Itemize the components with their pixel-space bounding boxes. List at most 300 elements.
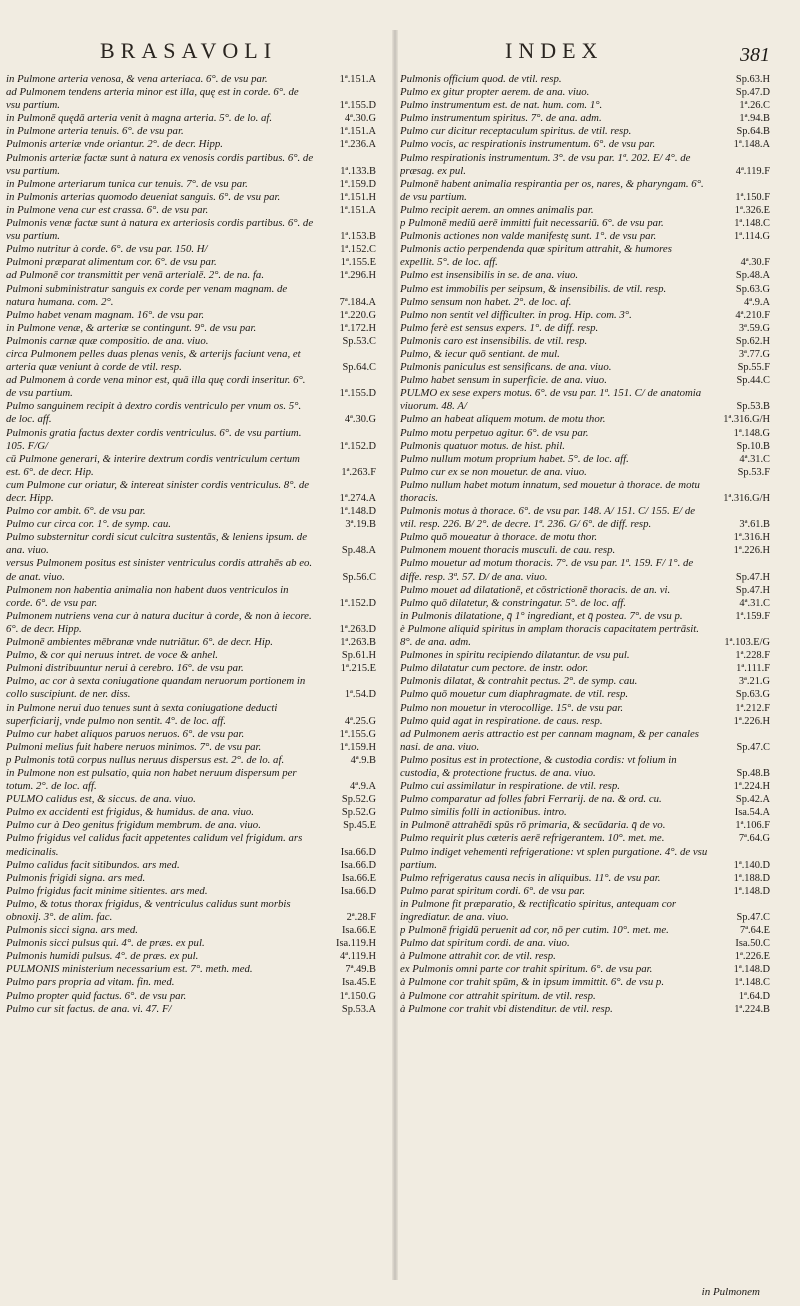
index-entry [6,636,376,649]
index-entry [400,819,770,832]
index-entry-text: Pulmo, & totus thorax frigidus, & ventriculus calidus sunt morbis obnoxij. 3°. de alim. fac. [6,897,291,923]
index-entry-text: Pulmonem non habentia animalia non habent duos ventriculos in corde. 6°. de vsu par. [6,583,289,609]
index-entry [6,649,376,662]
index-entry-reference: 7ª.184.A [339,296,376,308]
index-entry [400,73,770,86]
index-entry [6,1003,376,1016]
index-entry-reference: Sp.44.C [736,375,770,387]
index-entry-reference: 1ª.236.A [339,139,376,151]
index-entry-text: Pulmo ex accidenti est frigidus, & humidus. de ana. viuo. [6,806,254,819]
index-entry-reference: Sp.47.D [735,87,770,99]
index-entry-text: Pulmonis arteriæ vnde oriantur. 2°. de decr. Hipp. [6,138,223,151]
index-entry-text: Pulmonis dilatat, & contrahit pectus. 2°. de symp. cau. [400,675,638,688]
index-entry-text: Pulmo quid agat in respiratione. de caus. resp. [400,714,603,727]
index-entry-reference: 1ª.263.F [341,466,376,478]
index-entry-text: è Pulmone aliquid spiritus in amplam thoracis capacitatem pertrāsit. 8°. de ana. adm. [400,622,699,649]
index-entry [6,557,376,583]
index-entry-reference: 1ª.316.H [733,532,770,544]
index-entry-reference: 1ª.151.H [339,191,376,203]
index-entry-reference: Isa.54.A [734,807,770,819]
index-entry [6,832,376,858]
index-entry-text: Pulmonem nutriens vena cur à natura ducitur à corde, & non à iecore. 6°. de decr. Hipp. [6,609,312,635]
index-entry [400,872,770,885]
index-entry [400,125,770,138]
index-entry-reference: 1ª.148.G [733,427,770,439]
index-entry-reference: Isa.45.E [341,977,376,989]
index-entry-text: Pulmo instrumentum spiritus. 7°. de ana. adm. [400,112,602,125]
index-entry-text: Pulmo, & cor qui neruus intret. de voce & anhel. [6,649,218,662]
index-entry-text: Pulmo parat spiritum cordi. 6°. de vsu par. [400,884,586,897]
index-entry-text: Pulmo quō moueatur à thorace. de motu thor. [400,531,598,544]
index-entry-reference: Isa.66.D [340,859,376,871]
index-entry [400,230,770,243]
index-entry-text: Pulmo vocis, ac respirationis instrumentum. 6°. de vsu par. [400,138,656,151]
index-entry-text: in Pulmone nerui duo tenues sunt à sexta coniugatione deducti superficiarij, vnde pulmo non sentit. 4°. de loc. aff. [6,701,278,727]
index-entry [6,335,376,348]
index-entry-text: Pulmonis frigidi signa. ars med. [6,871,146,884]
index-entry [400,924,770,937]
index-entry [6,859,376,872]
index-entry-reference: 7ª.64.E [740,925,770,937]
index-entry [400,898,770,924]
index-entry [400,557,770,583]
index-entry-text: Pulmonis venæ factæ sunt à natura ex arteriosis cordis partibus. 6°. de vsu partium. [6,217,314,243]
index-entry [400,152,770,178]
index-entry [6,885,376,898]
index-entry-reference: 7ª.49.B [345,964,376,976]
page-number: 381 [740,44,770,66]
index-entry [6,702,376,728]
index-entry-text: in Pulmone arteriarum tunica cur tenuis. 7°. de vsu par. [6,177,248,190]
index-entry-reference: Isa.66.E [341,925,376,937]
index-entry [6,806,376,819]
index-entry-text: Pulmo dilatatur cum pectore. de instr. odor. [400,662,589,675]
index-entry-text: Pulmo mouet ad dilatationē, et cōstrictionē thoracis. de an. vi. [400,583,671,596]
index-entry [400,466,770,479]
index-entry-text: Pulmo refrigeratus causa necis in aliquibus. 11°. de vsu par. [400,871,661,884]
index-entry-text: ad Pulmonem aeris attractio est per cannam magnam, & per canales nasi. de ana. viuo. [400,727,699,753]
index-entry-text: Pulmonis actio perpendenda quæ spiritum attrahit, & humores expellit. 5°. de loc. aff. [400,243,672,269]
index-entry-reference: 1ª.152.C [340,244,376,256]
index-entry [400,544,770,557]
index-entry [400,1003,770,1016]
index-entry [6,191,376,204]
index-entry [6,374,376,400]
index-entry-text: in Pulmone arteria venosa, & vena arteriaca. 6°. de vsu par. [6,73,268,85]
index-entry-reference: 1ª.188.D [733,872,770,884]
index-entry [400,217,770,230]
index-entry-text: Pulmonis carnæ quæ compositio. de ana. viuo. [6,334,209,347]
index-entry-text: Pulmoni subministratur sanguis ex corde per venam magnam. de natura humana. com. 2°. [6,282,288,308]
index-entry-reference: 4ª.30.F [740,257,770,269]
index-entry-text: Pulmo cur ex se non mouetur. de ana. viuo. [400,465,587,478]
index-entry-reference: 1ª.150.F [735,191,770,203]
index-entry-text: Pulmo similis folli in actionibus. intro. [400,806,567,819]
index-entry-reference: Sp.48.A [735,270,770,282]
index-entry-reference: 1ª.215.E [340,663,376,675]
index-entry [400,361,770,374]
page-gutter [392,30,398,1280]
index-entry-text: p Pulmonē mediū aerē immitti fuit necessariū. 6°. de vsu par. [400,217,664,230]
index-entry-reference: 1ª.103.E/G [724,637,770,649]
index-entry [6,898,376,924]
index-entry-text: in Pulmone arteria tenuis. 6°. de vsu par. [6,125,184,138]
index-entry [400,283,770,296]
index-entry-reference: 1ª.155.E [340,257,376,269]
index-entry [400,531,770,544]
index-entry [6,427,376,453]
index-entry-text: à Pulmone cor attrahit spiritum. de vtil. resp. [400,989,596,1002]
index-entry-text: Pulmo positus est in protectione, & custodia cordis: vt folium in custodia, & protectione fructus. de ana. viuo. [400,753,677,779]
index-entry-reference: Isa.66.D [340,846,376,858]
index-entry-reference: 1ª.155.D [339,388,376,400]
index-entry [6,741,376,754]
index-entry [6,819,376,832]
index-entry-text: Pulmo an habeat aliquem motum. de motu thor. [400,413,606,426]
index-entry [400,322,770,335]
index-entry-text: Pulmo non sentit vel difficulter. in prog. Hip. com. 3°. [400,308,632,321]
index-entry-text: Pulmo sanguinem recipit à dextro cordis ventriculo per vnum os. 5°. de loc. aff. [6,400,302,426]
index-entry-text: Pulmo mouetur ad motum thoracis. 7°. de vsu par. 1ª. 159. F/ 1°. de diffe. resp. 3ª. 57. D/ de ana. viuo. [400,557,694,583]
index-entry-text: Pulmo cur habet aliquos paruos neruos. 6°. de vsu par. [6,727,245,740]
index-entry-text: in Pulmone fit præparatio, & rectificatio spiritus, antequam cor ingrediatur. de ana. viuo. [400,897,677,923]
index-entry-reference: 1ª.155.G [339,728,376,740]
index-entry [400,138,770,151]
index-entry [400,963,770,976]
index-entry-text: in Pulmonē quędā arteria venit à magna arteria. 5°. de lo. af. [6,112,273,125]
index-entry-text: in Pulmonis dilatatione, q̄ 1° ingrediant, et q̄ postea. 7°. de vsu p. [400,609,683,622]
index-entry [400,728,770,754]
index-entry-reference: Sp.55.F [737,362,770,374]
index-entry-text: Pulmo non mouetur in vterocollige. 15°. de vsu par. [400,701,624,714]
index-entry-reference: 1ª.148.D [733,885,770,897]
index-entry-reference: Sp.53.C [342,335,376,347]
index-entry-text: Pulmonis officium quod. de vtil. resp. [400,73,562,85]
index-entry-text: Pulmones in spiritu recipiendo dilatantur. de vsu pul. [400,649,630,662]
index-entry-text: Pulmo ferè est sensus expers. 1°. de diff. resp. [400,321,599,334]
index-entry-reference: 3ª.21.G [738,676,770,688]
index-entry-reference: Sp.53.B [736,401,770,413]
index-entry-reference: Sp.63.H [735,74,770,85]
index-entry-text: Pulmonis actiones non valde manifestę sunt. 1°. de vsu par. [400,230,657,243]
index-entry-text: p Pulmonis totū corpus nullus neruus dispersus est. 2°. de lo. af. [6,753,285,766]
index-entry-text: cū Pulmone generari, & interire dextrum cordis ventriculum certum est. 6°. de decr. Hip. [6,452,300,478]
index-entry [400,976,770,989]
index-entry [400,793,770,806]
index-entry [6,793,376,806]
index-entry-reference: Sp.47.H [735,571,770,583]
index-entry-reference: 1ª.148.D [733,964,770,976]
index-entry-reference: Sp.47.H [735,584,770,596]
index-entry-reference: Isa.50.C [735,938,770,950]
index-entry-reference: 1ª.220.G [339,309,376,321]
index-entry-text: in Pulmonē attrahēdi spūs rō primaria, & secūdaria. q̄ de vo. [400,819,666,832]
index-entry-text: Pulmo ex gitur propter aerem. de ana. viuo. [400,86,590,99]
index-entry [6,204,376,217]
index-entry-reference: 1ª.159.D [339,178,376,190]
index-entry [6,950,376,963]
index-entry [400,662,770,675]
index-entry [400,610,770,623]
index-entry-reference: Sp.45.E [343,820,376,832]
index-entry-reference: Sp.42.A [735,794,770,806]
index-entry-text: in Pulmonis arterias quomodo deueniat sanguis. 6°. de vsu par. [6,190,281,203]
index-entry-text: Pulmo cur dicitur receptaculum spiritus. de vtil. resp. [400,125,632,138]
index-entry [6,963,376,976]
index-entry-reference: 1ª.152.D [339,597,376,609]
index-entry [6,754,376,767]
index-entry [6,976,376,989]
index-entry [400,413,770,426]
index-entry-text: Pulmonis humidi pulsus. 4°. de præs. ex pul. [6,950,199,963]
index-entry-text: Pulmo dat spiritum cordi. de ana. viuo. [400,937,570,950]
index-entry-reference: 1ª.228.F [735,650,770,662]
index-entry-text: Pulmo est insensibilis in se. de ana. viuo. [400,269,579,282]
index-entry-reference: 1ª.151.A [339,204,376,216]
index-entry-text: in Pulmone vena cur est crassa. 6°. de vsu par. [6,203,209,216]
index-entry-text: PULMONIS ministerium necessarium est. 7°. meth. med. [6,963,253,976]
index-entry-reference: 2ª.28.F [346,912,376,923]
index-entry [6,269,376,282]
index-entry-reference: 1ª.133.B [340,165,376,177]
index-entry [6,767,376,793]
index-entry-reference: 4ª.9.A [744,296,770,308]
index-entry-reference: Sp.53.F [737,466,770,478]
index-entry-text: Pulmo indiget vehementi refrigeratione: vt splen purgatione. 4°. de vsu partium. [400,845,708,871]
index-entry [400,885,770,898]
index-entry [400,348,770,361]
index-entry-text: Pulmo requirit plus cæteris aerē refrigerantem. 10°. met. me. [400,832,665,845]
index-entry-reference: Sp.63.G [735,283,770,295]
index-entry-reference: Sp.56.C [342,571,376,583]
index-entry [400,269,770,282]
index-entry-reference: 1ª.226.H [733,545,770,557]
index-entry [6,283,376,309]
index-entry-reference: 4ª.119.F [735,165,770,177]
index-entry [400,112,770,125]
index-entry-reference: Sp.48.A [341,545,376,557]
index-entry-reference: 1ª.106.F [735,820,770,832]
index-entry-reference: 1ª.159.F [735,610,770,622]
index-entry-text: ad Pulmonem tendens arteria minor est illa, quę est in corde. 6°. de vsu partium. [6,86,299,112]
index-entry [400,309,770,322]
index-entry-text: Pulmo pars propria ad vitam. fin. med. [6,976,175,989]
index-entry-reference: 1ª.152.D [339,440,376,452]
catchword: in Pulmonem [701,1286,760,1298]
index-entry [6,872,376,885]
index-entry-reference: 1ª.263.D [339,623,376,635]
index-entry-text: Pulmonis arteriæ factæ sunt à natura ex venosis cordis partibus. 6°. de vsu partium. [6,151,314,177]
index-entry-text: Pulmo habet venam magnam. 16°. de vsu par. [6,308,205,321]
index-entry [400,649,770,662]
index-entry-reference: 1ª.148.A [733,139,770,151]
index-entry-text: Pulmoni distribuuntur nerui à cerebro. 16°. de vsu par. [6,662,244,675]
index-entry-reference: 1ª.150.G [339,990,376,1002]
index-entry-text: Pulmo comparatur ad folles fabri Ferrarij. de na. & ord. cu. [400,793,662,806]
index-entry [400,440,770,453]
index-entry [400,715,770,728]
index-entry-text: ad Pulmonē cor transmittit per venā arterialē. 2°. de na. fa. [6,269,265,282]
index-entry-text: Pulmo propter quid factus. 6°. de vsu par. [6,989,187,1002]
index-entry-reference: Isa.66.D [340,885,376,897]
index-entry-reference: 1ª.326.E [734,204,770,216]
index-entry-text: ex Pulmonis omni parte cor trahit spiritum. 6°. de vsu par. [400,963,653,976]
index-entry-text: Pulmo nullum motum proprium habet. 5°. de loc. aff. [400,452,629,465]
index-entry-text: à Pulmone cor trahit vbi distenditur. de vtil. resp. [400,1002,613,1015]
index-entry-reference: Sp.63.G [735,689,770,701]
index-entry [6,505,376,518]
index-entry-reference: 1ª.155.D [339,100,376,112]
index-entry [400,505,770,531]
index-entry-text: Pulmonem mouent thoracis musculi. de cau. resp. [400,544,616,557]
index-entry-reference: 1ª.148.C [734,977,770,989]
index-entry-reference: Sp.61.H [341,650,376,662]
index-entry [6,322,376,335]
index-entry-reference: 3ª.77.G [738,348,770,360]
index-entry [400,453,770,466]
index-entry-reference: 3ª.61.B [739,519,770,531]
index-entry-reference: 4ª.30.G [344,414,376,426]
index-entry-text: Pulmonis caro est insensibilis. de vtil. resp. [400,334,588,347]
index-entry [6,400,376,426]
index-entry-reference: Sp.47.C [736,912,770,923]
index-entry-text: Pulmo cur sit factus. de ana. vi. 47. F/ [6,1002,172,1015]
index-entry-reference: Sp.10.B [736,440,770,452]
index-entry-reference: 1ª.111.F [736,663,770,675]
index-entry [400,374,770,387]
index-entry-reference: 1ª.296.H [339,270,376,282]
index-entry [400,584,770,597]
index-entry-text: Pulmo est immobilis per seipsum, & insensibilis. de vtil. resp. [400,282,667,295]
index-entry-reference: Isa.66.E [341,872,376,884]
index-entry-reference: 1ª.274.A [339,493,376,504]
index-entry-text: Pulmoni præparat alimentum cor. 6°. de vsu par. [6,256,217,269]
index-entry [400,387,770,413]
index-entry-reference: 3ª.59.G [738,322,770,334]
index-entry [400,623,770,649]
index-entry [6,662,376,675]
index-entry-text: Pulmonis sicci pulsus qui. 4°. de præs. ex pul. [6,937,205,950]
index-entry-reference: 4ª.9.B [350,754,376,766]
index-entry-reference: 1ª.148.D [339,506,376,518]
index-entry [6,348,376,374]
index-entry [400,479,770,505]
index-entry-reference: Sp.52.G [341,794,376,806]
index-entry-text: PULMO calidus est, & siccus. de ana. viuo. [6,793,196,806]
index-entry-reference: 1ª.54.D [344,689,376,701]
index-entry-text: Pulmo quō mouetur cum diaphragmate. de vtil. resp. [400,688,629,701]
index-entry-text: ad Pulmonem à corde vena minor est, quā illa quę cordi inseritur. 6°. de vsu partium. [6,374,306,400]
index-entry-text: Pulmo cor ambit. 6°. de vsu par. [6,505,146,518]
index-entry [6,309,376,322]
index-column-right [400,73,770,1283]
index-entry-reference: 3ª.19.B [345,519,376,531]
index-entry-reference: 1ª.148.C [734,218,770,230]
index-entry [400,754,770,780]
index-entry-text: Pulmo respirationis instrumentum. 3°. de vsu par. 1ª. 202. E/ 4°. de præsag. ex pul. [400,151,691,177]
index-entry-reference: Sp.52.G [341,807,376,819]
index-entry-reference: 4ª.9.A [350,781,376,793]
index-entry [6,531,376,557]
index-entry [6,217,376,243]
index-entry-text: Pulmonis motus à thorace. 6°. de vsu par. 148. A/ 151. C/ 155. E/ de vtil. resp. 226. B/ 2°. de decre. 1ª. 236. G/ 6°. de diff. resp. [400,505,696,531]
index-entry [6,937,376,950]
index-entry-text: Pulmo nullum habet motum innatum, sed mouetur à thorace. de motu thoracis. [400,478,700,504]
index-entry [400,178,770,204]
index-entry-text: Pulmo motu perpetuo agitur. 6°. de vsu par. [400,426,589,439]
index-entry [6,584,376,610]
index-entry-reference: Isa.119.H [335,938,376,950]
index-entry [400,846,770,872]
index-entry-text: Pulmonis gratia factus dexter cordis ventriculus. 6°. de vsu partium. 105. F/G/ [6,426,302,452]
index-entry-reference: 7ª.64.G [738,833,770,845]
index-entry-reference: Sp.47.C [736,741,770,753]
index-entry-text: Pulmonē ambientes mēbranæ vnde nutriātur. 6°. de decr. Hip. [6,636,274,649]
index-entry [6,479,376,505]
index-entry [400,806,770,819]
index-entry [6,990,376,1003]
index-entry-reference: Sp.53.A [341,1003,376,1015]
index-entry-reference: 1ª.26.C [739,100,770,112]
index-entry-text: Pulmo cui assimilatur in respiratione. de vtil. resp. [400,780,620,793]
index-entry-text: Pulmo nutritur à corde. 6°. de vsu par. 150. H/ [6,243,208,256]
index-entry-text: à Pulmone cor trahit spūm, & in ipsum immittit. 6°. de vsu p. [400,976,665,989]
index-entry-reference: 4ª.30.G [344,113,376,125]
index-entry-reference: Sp.64.C [342,362,376,374]
index-entry-text: in Pulmone non est pulsatio, quia non habet neruum dispersum per totum. 2°. de loc. aff. [6,766,297,793]
index-entry-reference: 1ª.114.G [734,231,770,243]
index-entry-reference: 1ª.151.A [339,74,376,85]
index-entry [400,204,770,217]
index-entry-reference: 4ª.119.H [340,951,376,963]
index-entry [400,780,770,793]
index-entry-text: Pulmo sensum non habet. 2°. de loc. af. [400,295,572,308]
index-entry [6,125,376,138]
index-entry-text: Pulmoni melius fuit habere neruos minimos. 7°. de vsu par. [6,740,262,753]
index-entry [400,597,770,610]
index-entry [6,610,376,636]
index-entry-text: à Pulmone attrahit cor. de vtil. resp. [400,950,556,963]
index-entry-text: Pulmo cur circa cor. 1°. de symp. cau. [6,518,171,531]
index-entry-text: in Pulmone venæ, & arteriæ se contingunt. 9°. de vsu par. [6,321,257,334]
index-entry [400,832,770,845]
index-entry-reference: 1ª.316.G/H [723,414,770,426]
index-entry-reference: 1ª.316.G/H [723,493,770,504]
index-entry-text: circa Pulmonem pelles duas plenas venis, & arterijs faciunt vena, et arteria quæ veniunt à corde de vtil. resp. [6,347,301,374]
index-entry [400,296,770,309]
index-entry-text: Pulmo substernitur cordi sicut culcitra sustentās, & leniens ipsum. de ana. viuo. [6,531,307,557]
index-entry [6,112,376,125]
index-entry-text: Pulmonē habent animalia respirantia per os, nares, & pharyngam. 6°. de vsu partium. [400,177,704,203]
index-entry-reference: 1ª.226.E [734,951,770,963]
index-entry-text: Pulmonis quatuor motus. de hist. phil. [400,439,565,452]
index-entry [6,152,376,178]
index-entry [6,138,376,151]
index-entry-reference: 1ª.226.H [733,715,770,727]
index-entry-reference: 1ª.224.H [733,781,770,793]
index-entry [6,518,376,531]
index-entry [400,990,770,1003]
index-entry-text: Pulmo, & iecur quō sentiant. de mul. [400,347,560,360]
index-entry-reference: 1ª.263.B [340,637,376,649]
index-entry [400,243,770,269]
index-entry-reference: 4ª.210.F [735,309,770,321]
index-entry [400,702,770,715]
index-entry-text: Pulmo cur à Deo genitus frigidum membrum. de ana. viuo. [6,819,261,832]
index-entry-reference: 1ª.224.B [734,1003,770,1015]
index-entry-text: Pulmo quō dilatetur, & constringatur. 5°. de loc. aff. [400,596,626,609]
index-entry-text: Pulmonis sicci signa. ars med. [6,924,138,937]
